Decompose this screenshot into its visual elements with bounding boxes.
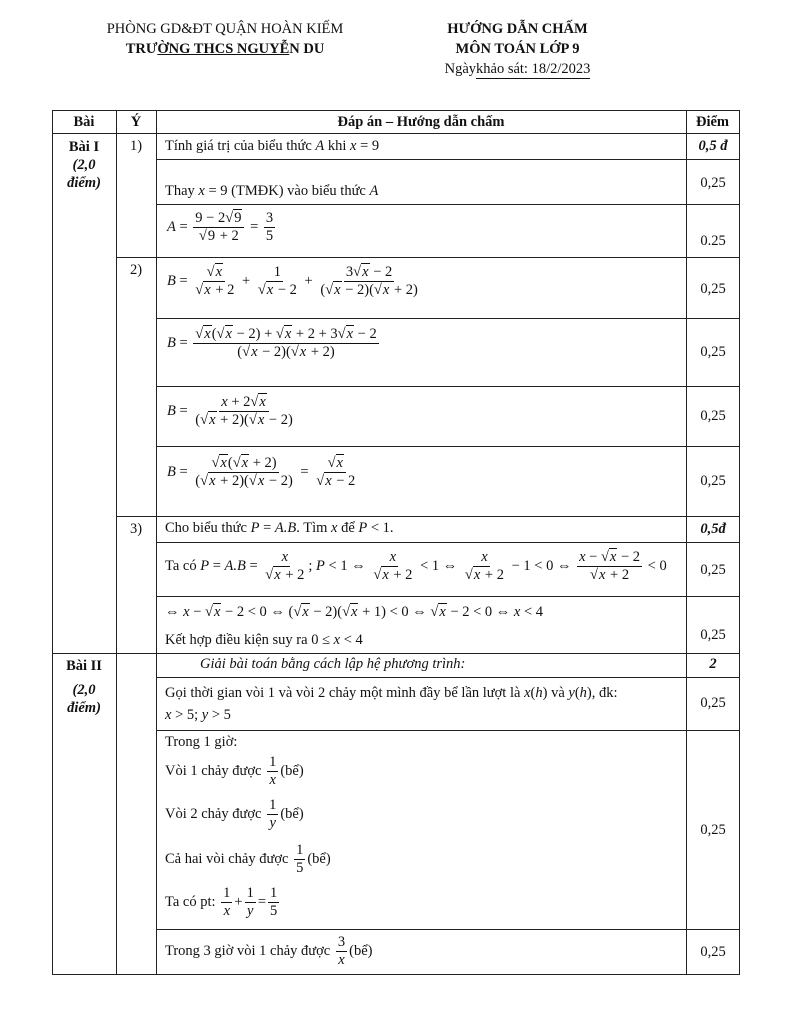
formula-b-1: B = $\frac{√x}{√x + 2}$ + $\frac{1}{√x - 2}$ + $\frac{3√x - 2}{(√x - 2)(√x + 2)}$: [167, 264, 418, 298]
row-divider: [156, 318, 740, 319]
equation-1: Ta có pt: $\frac{1}{x}$ + $\frac{1}{y}$ = $\frac{1}{5}$: [165, 885, 278, 919]
score-cell: 0,5đ: [700, 521, 726, 537]
row-divider: [156, 159, 740, 160]
section-bai-2: Bài II (2,0 điểm): [66, 658, 102, 716]
row-divider: [52, 653, 740, 654]
formula-b-4: B = $\frac{√x(√x + 2)}{(√x + 2)(√x - 2)}$ = $\frac{√x}{√x - 2}$: [167, 455, 356, 489]
formula-solve-x: ⇔ x − √x − 2 < 0 ⇔ (√x − 2)(√x + 1) < 0 ⇔ √x − 2 < 0 ⇔ x < 4: [165, 604, 544, 620]
formula-p-inequality: Ta có P = A.B = $\frac{x}{√x + 2}$ ; P < 1 ⇔ $\frac{x}{√x + 2}$ < 1 ⇔ $\frac{x}{√x + 2}$ − 1 < 0 ⇔ $\frac{x - √x - 2}{√x + 2}$ < 0: [165, 549, 667, 583]
one-hour-heading: Trong 1 giờ:: [165, 734, 238, 750]
conclusion-text: Kết hợp điều kiện suy ra 0 ≤ x < 4: [165, 632, 363, 648]
score-cell: 0,25: [700, 627, 726, 643]
formula-b-3: B = $\frac{x + 2√x}{(√x + 2)(√x - 2)}$: [167, 394, 293, 428]
score-cell: 0,25: [700, 473, 726, 489]
row-divider: [52, 133, 740, 134]
header-right: [405, 19, 630, 79]
row-divider: [116, 257, 740, 258]
score-cell: 0,25: [700, 281, 726, 297]
row-divider: [156, 596, 740, 597]
col-header-score: Điểm: [695, 114, 729, 130]
subject-title: MÔN TOÁN LỚP 9: [455, 41, 580, 57]
part-label-1: 1): [129, 138, 143, 154]
row-divider: [156, 677, 740, 678]
score-cell: 0.25: [700, 233, 726, 249]
row-divider: [156, 730, 740, 731]
row-divider: [116, 516, 740, 517]
variable-definition: Gọi thời gian vòi 1 và vòi 2 chảy một mình đầy bể lần lượt là x(h) và y(h), đk:: [165, 685, 618, 701]
col-header-answer: Đáp án – Hướng dẫn chấm: [337, 114, 505, 130]
question-1-text: Tính giá trị của biểu thức A khi x = 9: [165, 138, 380, 154]
row-divider: [156, 204, 740, 205]
doc-title: HƯỚNG DẪN CHẤM: [447, 21, 588, 37]
school-name: TRƯỜNG THCS NGUYỄN DU: [125, 41, 325, 57]
table-col-divider: [116, 110, 117, 974]
score-cell: 0,25: [700, 944, 726, 960]
three-hours-rate: Trong 3 giờ vòi 1 chảy được $\frac{3}{x}$ (bể): [165, 934, 373, 968]
score-cell: 0,25: [700, 562, 726, 578]
score-cell: 0,25: [700, 822, 726, 838]
row-divider: [156, 929, 740, 930]
col-header-bai: Bài: [73, 114, 95, 130]
row-divider: [156, 446, 740, 447]
score-cell: 0,25: [700, 175, 726, 191]
score-cell: 0,5 đ: [698, 138, 728, 154]
table-border-left: [52, 110, 53, 974]
header-left: [60, 19, 390, 59]
formula-b-2: B = $\frac{√x(√x - 2) + √x + 2 + 3√x - 2}{(√x - 2)(√x + 2)}$: [167, 326, 377, 360]
score-cell: 0,25: [700, 344, 726, 360]
part-label-3: 3): [129, 521, 143, 537]
variable-condition: x > 5; y > 5: [165, 707, 231, 723]
table-border-bottom: [52, 974, 740, 975]
pipe-2-rate: Vòi 2 chảy được $\frac{1}{y}$ (bể): [165, 797, 304, 831]
both-pipes-rate: Cả hai vòi chảy được $\frac{1}{5}$ (bể): [165, 842, 331, 876]
section-bai-1: Bài I (2,0 điểm): [67, 139, 101, 191]
substitution-text: Thay x = 9 (TMĐK) vào biểu thức A: [165, 183, 379, 199]
row-divider: [156, 386, 740, 387]
department-name: PHÒNG GD&ĐT QUẬN HOÀN KIẾM: [106, 21, 344, 37]
col-header-y: Ý: [130, 114, 142, 130]
score-cell: 0,25: [700, 695, 726, 711]
pipe-1-rate: Vòi 1 chảy được $\frac{1}{x}$ (bể): [165, 754, 304, 788]
score-cell: 0,25: [700, 408, 726, 424]
formula-a-value: A = $\frac{9 - 2√9}{√9 + 2}$ = $\frac{3}{5}$: [167, 210, 274, 244]
row-divider: [156, 542, 740, 543]
question-3-text: Cho biểu thức P = A.B. Tìm x để P < 1.: [165, 520, 394, 536]
score-cell: 2: [709, 656, 717, 672]
row-divider: [52, 110, 740, 111]
problem-instruction: Giải bài toán bằng cách lập hệ phương trình:: [200, 656, 466, 672]
part-label-2: 2): [129, 262, 143, 278]
exam-date: Ngàykhảo sát: 18/2/2023: [444, 61, 591, 77]
